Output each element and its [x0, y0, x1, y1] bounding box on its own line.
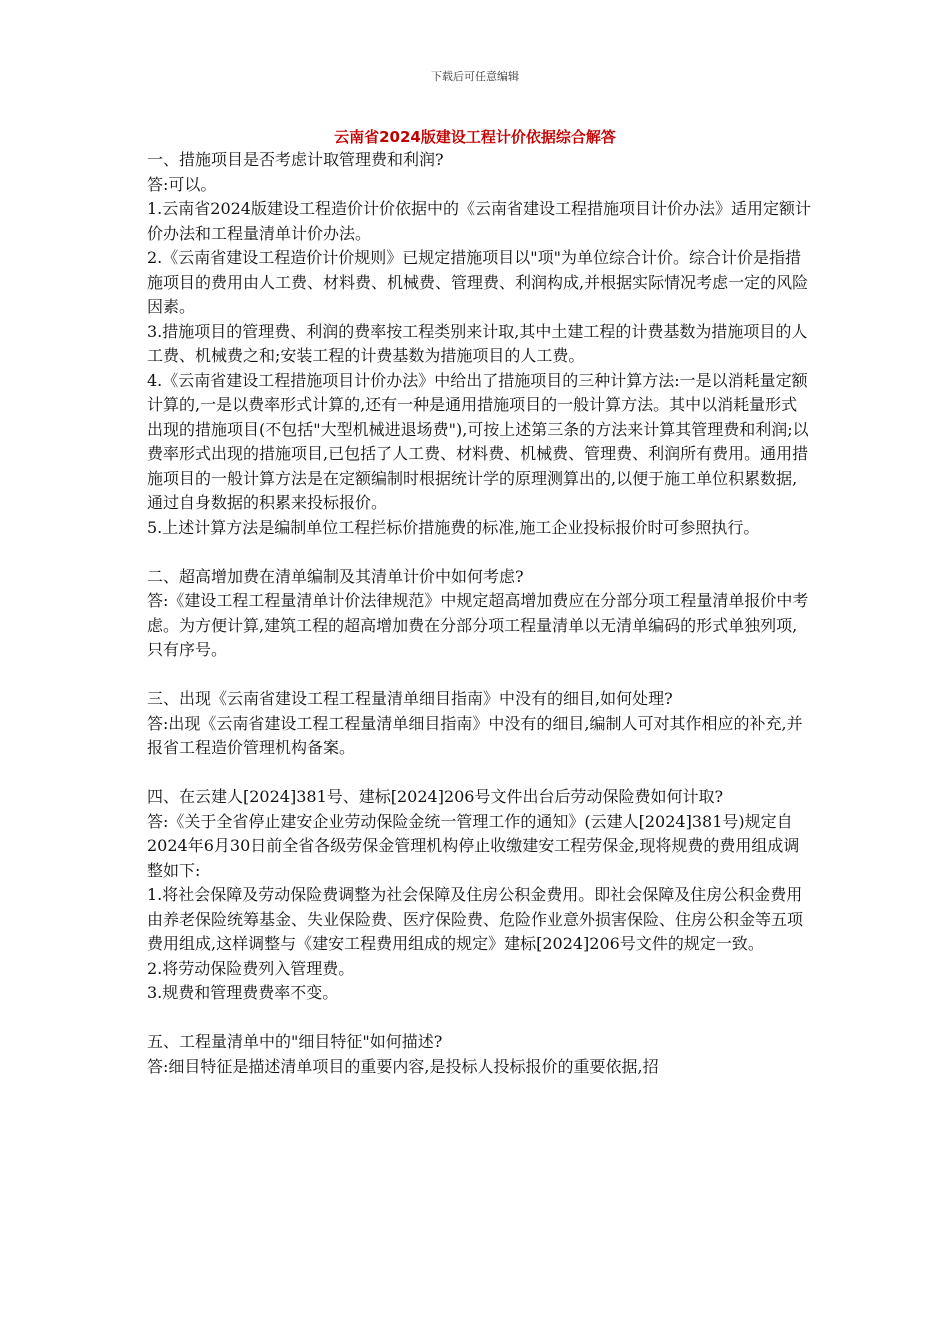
paragraph-gap — [147, 540, 812, 565]
answer-5: 答:细目特征是描述清单项目的重要内容,是投标人投标报价的重要依据,招 — [147, 1056, 659, 1076]
header-note: 下载后可任意编辑 — [431, 70, 519, 83]
answer-1-point-4: 4.《云南省建设工程措施项目计价办法》中给出了措施项目的三种计算方法:一是以消耗量定额计算的,一是以费率形式计算的,还有一种是通用措施项目的一般计算方法。其中以消耗量形式出现的措施项目(不包括"大型机械进退场费"),可按上述第三条的方法来计算其管理费和利润;以费率形式出现的措施项目,已包括了人工费、材料费、机械费、管理费、利润所有费用。通用措施项目的一般计算方法是在定额编制时根据统计学的原理测算出的,以便于施工单位积累数据,通过自身数据的积累来投标报价。 — [147, 370, 809, 512]
question-1: 一、措施项目是否考虑计取管理费和利润? — [147, 150, 444, 169]
answer-1: 答:可以。 — [147, 174, 217, 194]
answer-2: 答:《建设工程工程量清单计价法律规范》中规定超高增加费应在分部分项工程量清单报价中考虑。为方便计算,建筑工程的超高增加费在分部分项工程量清单以无清单编码的形式单独列项,只有序号。 — [147, 591, 809, 659]
answer-3: 答:出现《云南省建设工程工程量清单细目指南》中没有的细目,编制人可对其作相应的补充,并报省工程造价管理机构备案。 — [147, 713, 803, 757]
answer-1-point-5: 5.上述计算方法是编制单位工程拦标价措施费的标准,施工企业投标报价时可参照执行。 — [147, 517, 760, 537]
answer-4-point-2: 2.将劳动保险费列入管理费。 — [147, 958, 355, 978]
answer-4: 答:《关于全省停止建安企业劳动保险金统一管理工作的通知》(云建人[2024]381号)规定自2024年6月30日前全省各级劳保金管理机构停止收缴建安工程劳保金,现将规费的费用组成调整如下: — [147, 811, 800, 880]
question-4: 四、在云建人[2024]381号、建标[2024]206号文件出台后劳动保险费如何计取? — [147, 787, 724, 806]
answer-1-point-2: 2.《云南省建设工程造价计价规则》已规定措施项目以"项"为单位综合计价。综合计价是指措施项目的费用由人工费、材料费、机械费、管理费、利润构成,并根据实际情况考虑一定的风险因素。 — [147, 248, 809, 316]
question-5: 五、工程量清单中的"细目特征"如何描述? — [147, 1032, 443, 1051]
answer-4-point-1: 1.将社会保障及劳动保险费调整为社会保障及住房公积金费用。即社会保障及住房公积金费用由养老保险统筹基金、失业保险费、医疗保险费、危险作业意外损害保险、住房公积金等五项费用组成,这样调整与《建安工程费用组成的规定》建标[2024]206号文件的规定一致。 — [147, 885, 804, 953]
answer-1-point-3: 3.措施项目的管理费、利润的费率按工程类别来计取,其中土建工程的计费基数为措施项目的人工费、机械费之和;安装工程的计费基数为措施项目的人工费。 — [147, 321, 808, 365]
answer-4-point-3: 3.规费和管理费费率不变。 — [147, 983, 339, 1002]
document-body — [147, 148, 812, 1079]
answer-1-point-1: 1.云南省2024版建设工程造价计价依据中的《云南省建设工程措施项目计价办法》适用定额计价办法和工程量清单计价办法。 — [147, 199, 811, 243]
paragraph-gap — [147, 663, 812, 688]
paragraph-gap — [147, 761, 812, 786]
paragraph-gap — [147, 1006, 812, 1031]
question-3: 三、出现《云南省建设工程工程量清单细目指南》中没有的细目,如何处理? — [147, 689, 673, 708]
question-2: 二、超高增加费在清单编制及其清单计价中如何考虑? — [147, 566, 524, 586]
document-title: 云南省2024版建设工程计价依据综合解答 — [334, 128, 616, 146]
